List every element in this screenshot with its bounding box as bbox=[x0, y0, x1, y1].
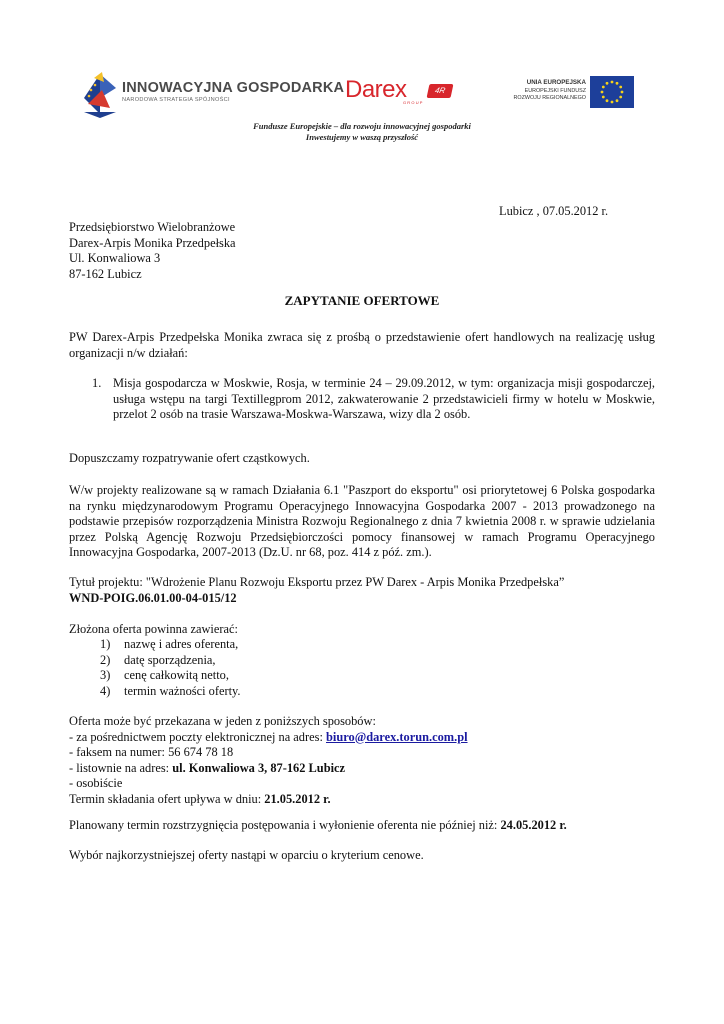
list-item-number: 4) bbox=[100, 683, 111, 698]
project-code: WND-POIG.06.01.00-04-015/12 bbox=[69, 590, 237, 605]
delivery-mail-line bbox=[69, 761, 468, 777]
motto-line-2: Inwestujemy w waszą przyszłość bbox=[305, 132, 419, 142]
list-item-number: 1) bbox=[100, 637, 111, 651]
decision-date: 24.05.2012 r. bbox=[500, 818, 567, 832]
list-item bbox=[100, 653, 241, 669]
darex-logo-group: GROUP bbox=[403, 100, 424, 105]
list-item-text: termin ważności oferty. bbox=[124, 683, 241, 698]
decision-date-label: Planowany termin rozstrzygnięcia postępowania i wyłonienie oferenta nie później niż: bbox=[69, 818, 501, 832]
list-item-text: cenę całkowitą netto, bbox=[124, 668, 229, 682]
delivery-email-line bbox=[69, 730, 468, 746]
eu-logo-line2: EUROPEJSKI FUNDUSZ bbox=[524, 88, 586, 94]
intro-paragraph: PW Darex-Arpis Przedpełska Monika zwraca się z prośbą o przedstawienie ofert handlowych na realizację usług organizacji n/w działań: bbox=[69, 330, 655, 360]
place-date: Lubicz , 07.05.2012 r. bbox=[499, 204, 609, 218]
address-line: 87-162 Lubicz bbox=[69, 266, 142, 281]
list-item bbox=[100, 684, 241, 700]
delivery-intro: Oferta może być przekazana w jeden z poniższych sposobów: bbox=[69, 714, 376, 728]
list-item bbox=[100, 637, 241, 653]
innowacyjna-gospodarka-logo bbox=[80, 68, 345, 118]
project-title: Tytuł projektu: "Wdrożenie Planu Rozwoju Eksportu przez PW Darex - Arpis Monika Przedpełska” bbox=[69, 575, 565, 589]
eu-flag-icon bbox=[590, 76, 634, 108]
list-item-text: datę sporządzenia, bbox=[124, 652, 216, 667]
project-title-block bbox=[69, 575, 669, 606]
delivery-email-label: - za pośrednictwem poczty elektronicznej na adres: bbox=[69, 729, 326, 744]
deadline-label: Termin składania ofert upływa w dniu: bbox=[69, 791, 265, 806]
delivery-personal-line: - osobiście bbox=[69, 776, 123, 790]
list-item: Misja gospodarcza w Moskwie, Rosja, w terminie 24 – 29.09.2012, w tym: organizacja misji gospodarczej, usługa wstępu na targi Textillegprom 2012, zakwaterowanie 2 przedstawicieli firmy w hotelu w Moskwie, przelot 2 osób na trasie Warszawa-Moskwa-Warszawa, wizy dla 2 osób. bbox=[113, 376, 655, 421]
address-line: Darex-Arpis Monika Przedpełska bbox=[69, 235, 236, 250]
offer-contents-intro: Złożona oferta powinna zawierać: bbox=[69, 622, 238, 636]
address-line: Przedsiębiorstwo Wielobranżowe bbox=[69, 220, 236, 234]
sender-address bbox=[69, 220, 236, 282]
delivery-mail-label: - listownie na adres: bbox=[69, 760, 173, 775]
darex-logo-word: Darex bbox=[345, 76, 407, 103]
eu-fund-logo bbox=[500, 76, 650, 110]
list-item-number: 3) bbox=[100, 668, 111, 682]
selection-criteria-paragraph: Wybór najkorzystniejszej oferty nastąpi w oparciu o kryterium cenowe. bbox=[69, 848, 424, 862]
list-item-text: nazwę i adres oferenta, bbox=[124, 637, 239, 651]
deadline-date: 21.05.2012 r. bbox=[264, 791, 331, 806]
delivery-fax-line bbox=[69, 745, 468, 761]
project-paragraph: W/w projekty realizowane są w ramach Działania 6.1 "Paszport do eksportu" osi priorytetowej 6 Polska gospodarka na rynku międzynarodowym Programu Operacyjnego Innowacyjna Gospodarka 2007 - 2013 prowadzonego na podstawie przepisów rozporządzenia Ministra Rozwoju Regionalnego z dnia 7 kwietnia 2008 r. w sprawie udzielania przez Polską Agencję Rozwoju Przedsiębiorczości pomocy finansowej w ramach Programu Operacyjnego Innowacyjna Gospodarka, 2007-2013 (Dz.U. nr 68, poz. 414 z póź. zm.). bbox=[69, 483, 655, 559]
ig-logo-subtitle: NARODOWA STRATEGIA SPÓJNOŚCI bbox=[122, 97, 230, 103]
motto-line-1: Fundusze Europejskie – dla rozwoju innowacyjnej gospodarki bbox=[253, 121, 471, 131]
document-heading: ZAPYTANIE OFERTOWE bbox=[284, 293, 440, 308]
delivery-methods bbox=[69, 714, 468, 807]
fax-number: 56 674 78 18 bbox=[168, 745, 234, 759]
deadline-line bbox=[69, 792, 468, 808]
decision-date-paragraph bbox=[69, 818, 567, 834]
list-item-number: 2) bbox=[100, 652, 111, 667]
offer-contents-list bbox=[100, 637, 241, 699]
list-item-number: 1. bbox=[92, 376, 102, 390]
ig-emblem-icon bbox=[80, 68, 120, 118]
eu-logo-line1: UNIA EUROPEJSKA bbox=[526, 79, 586, 86]
list-item bbox=[100, 668, 241, 684]
address-line: Ul. Konwaliowa 3 bbox=[69, 251, 161, 265]
mail-address: ul. Konwaliowa 3, 87-162 Lubicz bbox=[172, 760, 346, 775]
delivery-fax-label: - faksem na numer: bbox=[69, 745, 169, 759]
email-link[interactable]: biuro@darex.torun.com.pl bbox=[326, 729, 468, 744]
darex-logo bbox=[345, 78, 455, 108]
ig-logo-title: INNOWACYJNA GOSPODARKA bbox=[122, 80, 345, 96]
partial-offers-paragraph: Dopuszczamy rozpatrywanie ofert cząstkowych. bbox=[69, 451, 310, 465]
service-list bbox=[92, 376, 655, 423]
eu-logo-line3: ROZWOJU REGIONALNEGO bbox=[513, 95, 586, 101]
darex-logo-badge: 4R bbox=[427, 84, 454, 98]
